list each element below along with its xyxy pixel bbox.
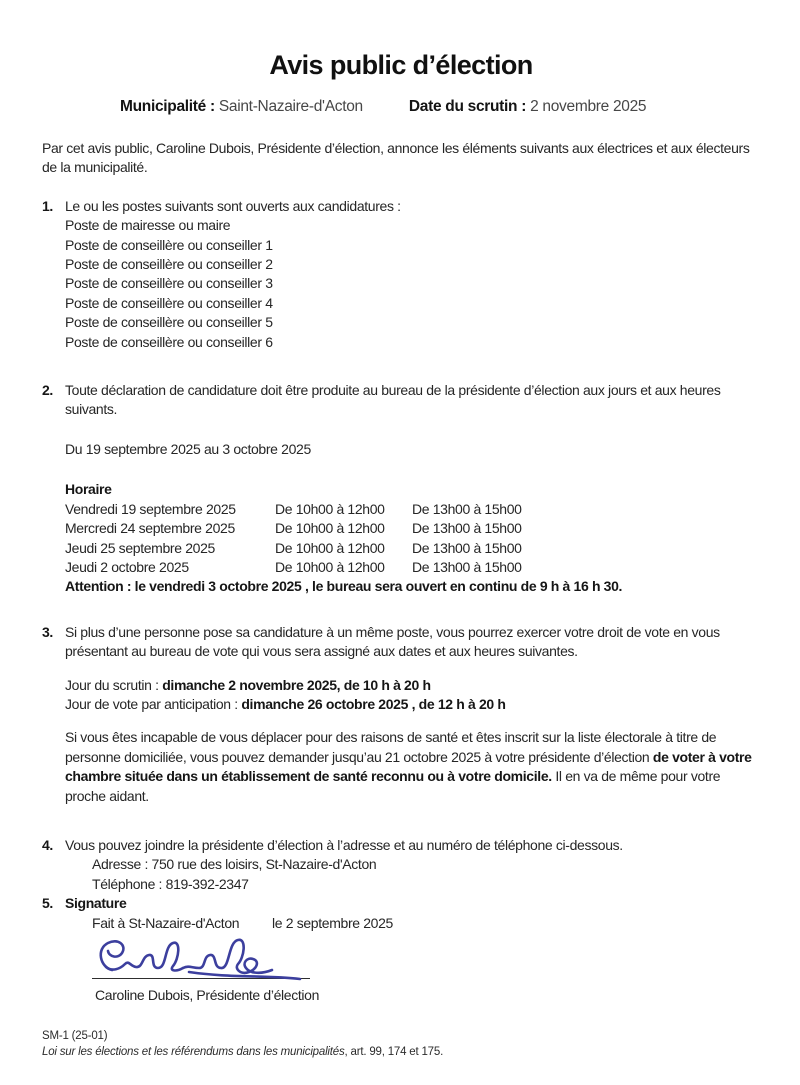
item-5-number: 5.: [42, 895, 53, 912]
schedule-morning: De 10h00 à 12h00: [275, 500, 385, 517]
handwritten-signature: [94, 933, 309, 985]
schedule-afternoon: De 13h00 à 15h00: [412, 539, 522, 556]
form-code: SM-1 (25-01): [42, 1030, 108, 1043]
signed-at-date: le 2 septembre 2025: [272, 914, 393, 931]
schedule-morning: De 10h00 à 12h00: [275, 558, 385, 575]
schedule-row: [65, 539, 760, 558]
schedule-day: Jeudi 25 septembre 2025: [65, 539, 215, 556]
signature-section-title: Signature: [65, 895, 127, 912]
law-title: Loi sur les élections et les référendums dans les municipalités: [42, 1045, 345, 1058]
schedule-day: Mercredi 24 septembre 2025: [65, 520, 235, 537]
document-footer: [42, 1029, 760, 1060]
schedule-day: Jeudi 2 octobre 2025: [65, 558, 189, 575]
phone-line: Téléphone : 819-392-2347: [92, 875, 249, 892]
intro-paragraph: Par cet avis public, Caroline Dubois, Présidente d’élection, annonce les éléments suivants aux électrices et aux électeurs de la municipalité.: [42, 140, 750, 176]
schedule-afternoon: De 13h00 à 15h00: [412, 558, 522, 575]
item-3-number: 3.: [42, 623, 53, 640]
post-mayor: Poste de mairesse ou maire: [65, 217, 231, 234]
attention-note: Attention : le vendredi 3 octobre 2025 , le bureau sera ouvert en continu de 9 h à 16 h 30.: [65, 578, 623, 595]
signed-at-place: Fait à St-Nazaire-d'Acton: [92, 914, 240, 931]
law-reference: [42, 1045, 760, 1061]
advance-vote-label: Jour de vote par anticipation :: [65, 695, 242, 712]
schedule-row: [65, 519, 760, 538]
post-councillor-1: Poste de conseillère ou conseiller 1: [65, 236, 273, 253]
post-councillor-4: Poste de conseillère ou conseiller 4: [65, 294, 273, 311]
post-councillor-5: Poste de conseillère ou conseiller 5: [65, 314, 273, 331]
law-articles: , art. 99, 174 et 175.: [344, 1045, 444, 1058]
health-paragraph: [65, 728, 760, 806]
schedule-day: Vendredi 19 septembre 2025: [65, 500, 236, 517]
schedule-row: [65, 558, 760, 577]
list-item-4: [42, 836, 760, 894]
list-item-5: [42, 894, 760, 933]
advance-vote-line: [65, 695, 760, 714]
scrutin-day-line: [65, 676, 760, 695]
item-3-text: Si plus d’une personne pose sa candidature à un même poste, vous pourrez exercer votre droit de vote en vous présentant au bureau de vote qui vous sera assigné aux dates et aux heures suivantes.: [65, 623, 720, 660]
item-4-text: Vous pouvez joindre la présidente d’élection à l’adresse et au numéro de téléphone ci-dessous.: [65, 836, 623, 853]
municipality-label: Municipalité :: [120, 98, 215, 115]
post-councillor-6: Poste de conseillère ou conseiller 6: [65, 333, 273, 350]
item-2-number: 2.: [42, 382, 53, 399]
schedule-morning: De 10h00 à 12h00: [275, 520, 385, 537]
document-page: [0, 50, 800, 1085]
post-councillor-2: Poste de conseillère ou conseiller 2: [65, 256, 273, 273]
item-4-number: 4.: [42, 836, 53, 853]
scrutin-day-label: Jour du scrutin :: [65, 676, 163, 693]
voting-days: [65, 676, 760, 715]
item-1-number: 1.: [42, 197, 53, 214]
document-meta-line: [42, 98, 760, 116]
post-councillor-3: Poste de conseillère ou conseiller 3: [65, 275, 273, 292]
health-text-bold: de voter à votre chambre située dans un établissement de santé reconnu ou à votre domicile.: [65, 748, 752, 785]
schedule-afternoon: De 13h00 à 15h00: [412, 500, 522, 517]
list-item-3: [42, 623, 760, 806]
municipality-value: Saint-Nazaire-d'Acton: [218, 98, 363, 115]
schedule-row: [65, 500, 760, 519]
health-text-pre: Si vous êtes incapable de vous déplacer pour des raisons de santé et êtes inscrit sur la liste électorale à titre de personne domiciliée, vous pouvez demander jusqu’au 21 octobre 2025 à votre présidente d’élection: [65, 729, 717, 765]
address-line: Adresse : 750 rue des loisirs, St-Nazaire-d'Acton: [92, 856, 377, 873]
scrutin-date-label: Date du scrutin :: [408, 98, 527, 115]
page-title: Avis public d’élection: [269, 50, 533, 80]
schedule-title: Horaire: [65, 481, 112, 498]
health-text-post: Il en va de même pour votre proche aidant.: [65, 768, 721, 804]
signatory-name: Caroline Dubois, Présidente d’élection: [95, 987, 320, 1003]
scrutin-date-value: 2 novembre 2025: [530, 98, 647, 115]
scrutin-day-value: dimanche 2 novembre 2025, de 10 h à 20 h: [162, 676, 431, 693]
schedule-afternoon: De 13h00 à 15h00: [412, 520, 522, 537]
list-item-1: [42, 197, 760, 352]
schedule-morning: De 10h00 à 12h00: [275, 539, 385, 556]
signature-area: [92, 935, 352, 985]
item-2-text: Toute déclaration de candidature doit être produite au bureau de la présidente d’élection aux jours et aux heures suivants.: [65, 382, 721, 418]
signed-at-line: [65, 914, 760, 933]
candidacy-period: Du 19 septembre 2025 au 3 octobre 2025: [65, 440, 311, 457]
item-1-text: Le ou les postes suivants sont ouverts aux candidatures :: [65, 197, 401, 214]
list-item-2: [42, 381, 760, 597]
advance-vote-value: dimanche 26 octobre 2025 , de 12 h à 20 h: [241, 695, 506, 712]
